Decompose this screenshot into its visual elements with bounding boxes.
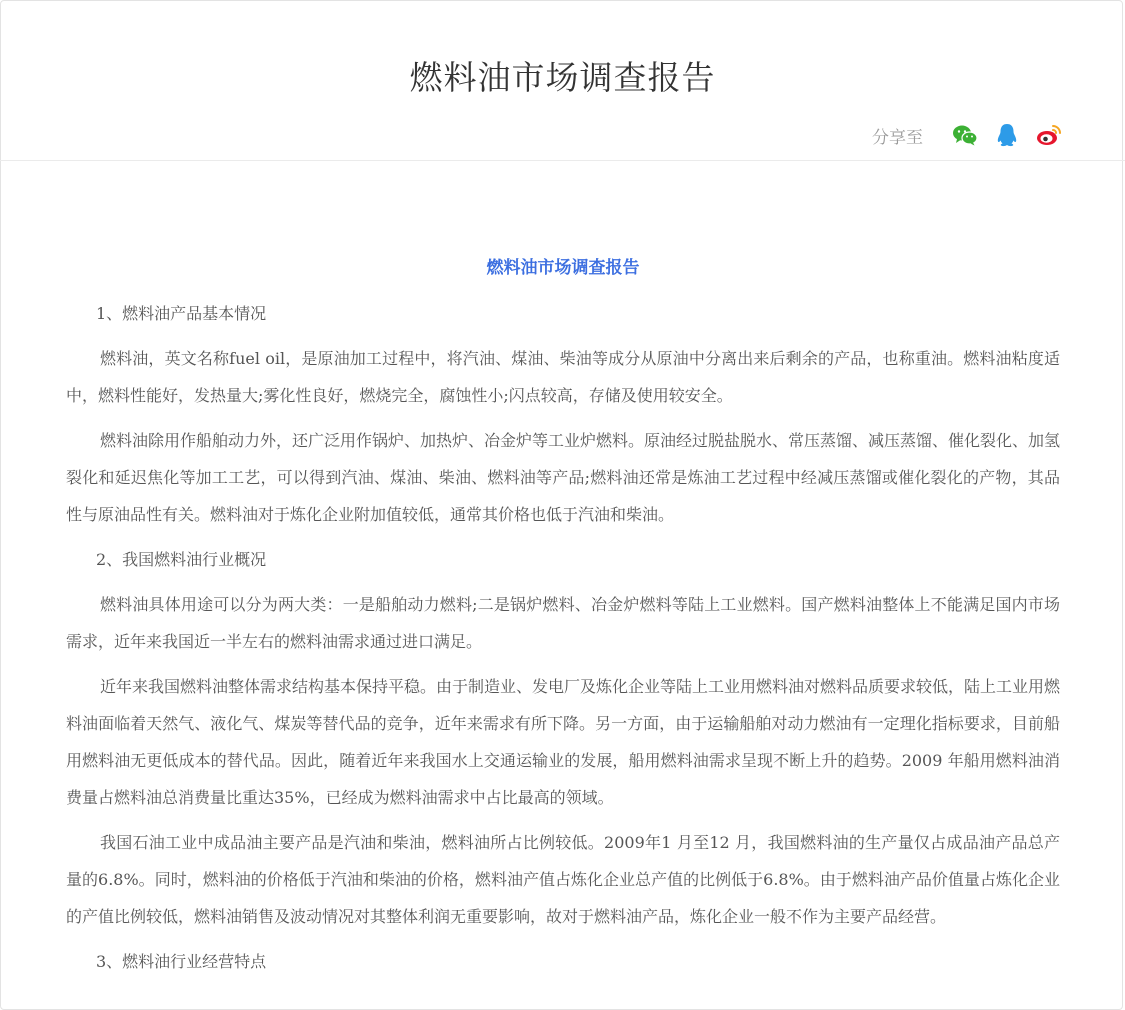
share-bar xyxy=(872,121,1063,149)
article-paragraph: 燃料油，英文名称fuel oil，是原油加工过程中，将汽油、煤油、柴油等成分从原油中分离出来后剩余的产品，也称重油。燃料油粘度适中，燃料性能好，发热量大;雾化性良好，燃烧完全，腐蚀性小;闪点较高，存储及使用较安全。 xyxy=(66,349,1060,405)
section-heading-1: 1、燃料油产品基本情况 xyxy=(96,304,267,323)
wechat-icon[interactable] xyxy=(951,121,979,149)
article-paragraph: 近年来我国燃料油整体需求结构基本保持平稳。由于制造业、发电厂及炼化企业等陆上工业用燃料油对燃料品质要求较低，陆上工业用燃料油面临着天然气、液化气、煤炭等替代品的竞争，近年来需求有所下降。另一方面，由于运输船舶对动力燃油有一定理化指标要求，目前船用燃料油无更低成本的替代品。因此，随着近年来我国水上交通运输业的发展，船用燃料油需求呈现不断上升的趋势。2009 年船用燃料油消费量占燃料油总消费量比重达35%，已经成为燃料油需求中占比最高的领域。 xyxy=(66,677,1061,807)
share-label: 分享至 xyxy=(872,127,923,148)
article-paragraph: 燃料油具体用途可以分为两大类：一是船舶动力燃料;二是锅炉燃料、冶金炉燃料等陆上工业燃料。国产燃料油整体上不能满足国内市场需求，近年来我国近一半左右的燃料油需求通过进口满足。 xyxy=(66,595,1060,651)
page-header xyxy=(0,0,1125,161)
section-heading-3: 3、燃料油行业经营特点 xyxy=(96,952,267,971)
section-heading-2: 2、我国燃料油行业概况 xyxy=(96,550,267,569)
qq-icon[interactable] xyxy=(993,121,1021,149)
page-title: 燃料油市场调查报告 xyxy=(409,58,716,97)
article-paragraph: 我国石油工业中成品油主要产品是汽油和柴油，燃料油所占比例较低。2009年1 月至12 月，我国燃料油的生产量仅占成品油产品总产量的6.8%。同时，燃料油的价格低于汽油和柴油的价格，燃料油产值占炼化企业总产值的比例低于6.8%。由于燃料油产品价值量占炼化企业的产值比例较低，燃料油销售及波动情况对其整体利润无重要影响，故对于燃料油产品，炼化企业一般不作为主要产品经营。 xyxy=(66,833,1060,926)
article-paragraph: 燃料油除用作船舶动力外，还广泛用作锅炉、加热炉、冶金炉等工业炉燃料。原油经过脱盐脱水、常压蒸馏、减压蒸馏、催化裂化、加氢裂化和延迟焦化等加工工艺，可以得到汽油、煤油、柴油、燃料油等产品;燃料油还常是炼油工艺过程中经减压蒸馏或催化裂化的产物，其品性与原油品性有关。燃料油对于炼化企业附加值较低，通常其价格也低于汽油和柴油。 xyxy=(66,431,1061,524)
weibo-icon[interactable] xyxy=(1035,121,1063,149)
article-title: 燃料油市场调查报告 xyxy=(486,258,640,278)
article-body xyxy=(66,250,1060,988)
